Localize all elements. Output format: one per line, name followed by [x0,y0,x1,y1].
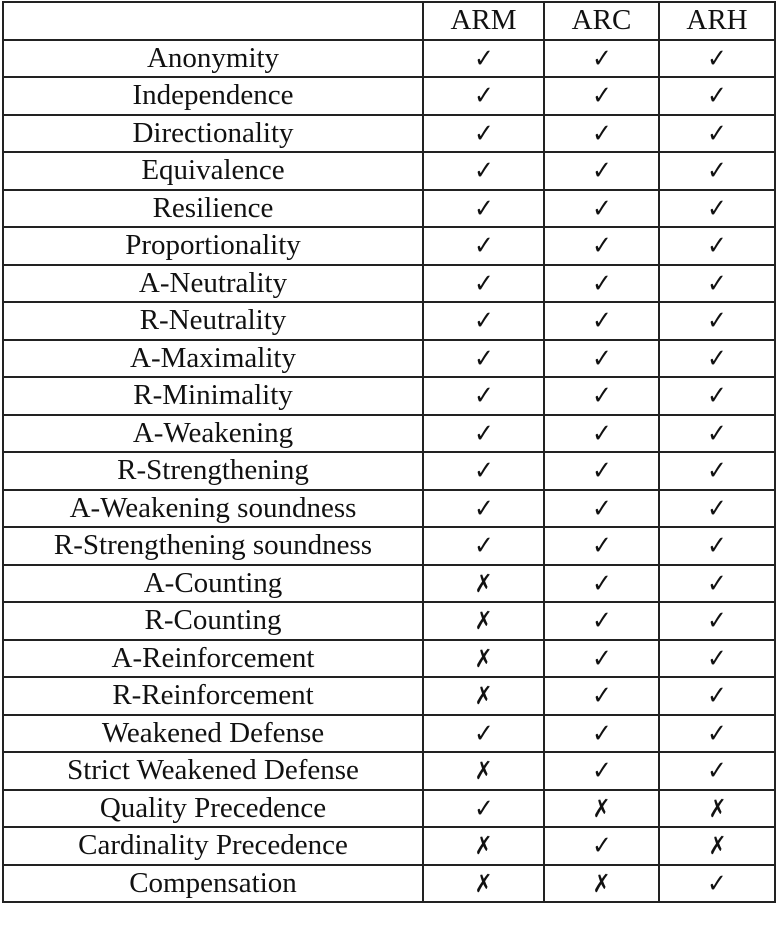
cell-arm [423,490,544,528]
table-row [3,715,775,753]
check-mark-icon: ✓ [707,568,727,599]
check-mark-icon: ✓ [707,43,727,74]
check-mark-icon: ✓ [707,231,727,262]
cross-mark-icon: ✗ [592,868,611,898]
cell-arh [659,302,775,340]
table-row [3,865,775,903]
check-mark-icon: ✓ [707,418,727,449]
check-mark-icon: ✓ [473,231,494,262]
check-mark-icon: ✓ [707,118,727,149]
check-mark-icon: ✓ [707,531,727,562]
cell-arc [544,190,659,228]
check-mark-icon: ✓ [591,606,612,637]
cell-arh [659,752,775,790]
cell-arh [659,602,775,640]
cross-mark-icon: ✗ [474,568,493,598]
check-mark-icon: ✓ [591,681,612,712]
cell-arh [659,152,775,190]
property-name: Independence [3,77,423,115]
table-row [3,452,775,490]
property-name: R-Neutrality [3,302,423,340]
property-name: A-Reinforcement [3,640,423,678]
cell-arc [544,227,659,265]
check-mark-icon: ✓ [707,681,727,712]
check-mark-icon: ✓ [473,456,494,487]
cell-arc [544,152,659,190]
cell-arm [423,40,544,78]
check-mark-icon: ✓ [591,531,612,562]
cell-arm [423,677,544,715]
cross-mark-icon: ✗ [474,868,493,898]
cell-arm [423,527,544,565]
check-mark-icon: ✓ [473,531,494,562]
properties-comparison-table [2,1,776,903]
property-name: Equivalence [3,152,423,190]
cell-arc [544,415,659,453]
cell-arh [659,265,775,303]
check-mark-icon: ✓ [591,381,612,412]
cell-arh [659,865,775,903]
cell-arh [659,565,775,603]
check-mark-icon: ✓ [707,193,727,224]
check-mark-icon: ✓ [707,81,727,112]
table-row [3,190,775,228]
check-mark-icon: ✓ [473,718,494,749]
property-name: Strict Weakened Defense [3,752,423,790]
cross-mark-icon: ✗ [708,793,726,823]
cell-arc [544,265,659,303]
cell-arc [544,452,659,490]
cell-arh [659,790,775,828]
cell-arm [423,752,544,790]
table-header-row [3,2,775,40]
cell-arc [544,490,659,528]
check-mark-icon: ✓ [707,606,727,637]
table-row [3,527,775,565]
check-mark-icon: ✓ [707,381,727,412]
table-row [3,640,775,678]
table-row [3,302,775,340]
cell-arc [544,340,659,378]
table-row [3,602,775,640]
check-mark-icon: ✓ [591,568,612,599]
cell-arm [423,640,544,678]
cell-arm [423,115,544,153]
check-mark-icon: ✓ [473,156,494,187]
property-name: R-Counting [3,602,423,640]
cross-mark-icon: ✗ [708,831,726,861]
cell-arc [544,77,659,115]
cell-arc [544,790,659,828]
check-mark-icon: ✓ [707,268,727,299]
check-mark-icon: ✓ [591,343,612,374]
property-name: Cardinality Precedence [3,827,423,865]
table-row [3,265,775,303]
table-row [3,415,775,453]
cross-mark-icon: ✗ [474,681,493,711]
cell-arh [659,490,775,528]
cell-arc [544,115,659,153]
table-row [3,340,775,378]
table-body [3,40,775,903]
property-name: Resilience [3,190,423,228]
check-mark-icon: ✓ [591,306,612,337]
cell-arc [544,827,659,865]
cell-arm [423,415,544,453]
cell-arc [544,752,659,790]
cell-arm [423,340,544,378]
cell-arh [659,227,775,265]
check-mark-icon: ✓ [707,718,727,749]
cell-arm [423,265,544,303]
property-name: R-Minimality [3,377,423,415]
check-mark-icon: ✓ [473,306,494,337]
property-name: Weakened Defense [3,715,423,753]
check-mark-icon: ✓ [707,493,727,524]
check-mark-icon: ✓ [591,831,612,862]
cell-arc [544,640,659,678]
check-mark-icon: ✓ [591,493,612,524]
property-name: Anonymity [3,40,423,78]
header-arh: ARH [659,2,775,40]
cell-arh [659,415,775,453]
property-name: Quality Precedence [3,790,423,828]
cell-arm [423,452,544,490]
header-arc: ARC [544,2,659,40]
property-name: A-Maximality [3,340,423,378]
check-mark-icon: ✓ [707,306,727,337]
header-arm: ARM [423,2,544,40]
cell-arm [423,190,544,228]
check-mark-icon: ✓ [591,193,612,224]
cell-arh [659,452,775,490]
table-row [3,377,775,415]
check-mark-icon: ✓ [591,718,612,749]
cross-mark-icon: ✗ [474,606,493,636]
check-mark-icon: ✓ [473,193,494,224]
cell-arh [659,77,775,115]
check-mark-icon: ✓ [591,268,612,299]
check-mark-icon: ✓ [473,493,494,524]
check-mark-icon: ✓ [591,643,612,674]
cell-arm [423,77,544,115]
cell-arc [544,377,659,415]
cell-arh [659,40,775,78]
cell-arm [423,302,544,340]
cell-arh [659,677,775,715]
cell-arc [544,602,659,640]
cell-arh [659,190,775,228]
cell-arc [544,865,659,903]
cell-arm [423,565,544,603]
property-name: R-Strengthening [3,452,423,490]
property-name: A-Neutrality [3,265,423,303]
check-mark-icon: ✓ [591,118,612,149]
cell-arh [659,527,775,565]
table-row [3,677,775,715]
property-name: A-Counting [3,565,423,603]
property-name: Proportionality [3,227,423,265]
cell-arh [659,827,775,865]
cell-arm [423,152,544,190]
cell-arc [544,677,659,715]
check-mark-icon: ✓ [473,343,494,374]
cell-arc [544,527,659,565]
check-mark-icon: ✓ [707,456,727,487]
check-mark-icon: ✓ [473,418,494,449]
table-row [3,40,775,78]
table-row [3,827,775,865]
cross-mark-icon: ✗ [474,643,493,673]
check-mark-icon: ✓ [707,343,727,374]
property-name: A-Weakening [3,415,423,453]
cell-arc [544,302,659,340]
cell-arh [659,715,775,753]
header-empty [3,2,423,40]
cell-arh [659,115,775,153]
property-name: R-Strengthening soundness [3,527,423,565]
property-name: Compensation [3,865,423,903]
check-mark-icon: ✓ [473,268,494,299]
check-mark-icon: ✓ [473,381,494,412]
property-name: A-Weakening soundness [3,490,423,528]
table-row [3,152,775,190]
check-mark-icon: ✓ [591,456,612,487]
check-mark-icon: ✓ [473,118,494,149]
cell-arc [544,565,659,603]
property-name: Directionality [3,115,423,153]
cell-arh [659,340,775,378]
check-mark-icon: ✓ [473,81,494,112]
check-mark-icon: ✓ [591,81,612,112]
table-row [3,115,775,153]
table-row [3,565,775,603]
cell-arc [544,715,659,753]
cell-arm [423,865,544,903]
cell-arh [659,377,775,415]
cell-arm [423,827,544,865]
check-mark-icon: ✓ [591,418,612,449]
check-mark-icon: ✓ [473,793,494,824]
check-mark-icon: ✓ [707,756,727,787]
cell-arm [423,715,544,753]
check-mark-icon: ✓ [473,43,494,74]
cell-arh [659,640,775,678]
table-row [3,490,775,528]
property-name: R-Reinforcement [3,677,423,715]
cell-arm [423,790,544,828]
check-mark-icon: ✓ [591,756,612,787]
cell-arm [423,377,544,415]
cross-mark-icon: ✗ [474,831,493,861]
cell-arm [423,602,544,640]
check-mark-icon: ✓ [707,643,727,674]
check-mark-icon: ✓ [591,156,612,187]
cell-arc [544,40,659,78]
cell-arm [423,227,544,265]
check-mark-icon: ✓ [707,156,727,187]
table-row [3,227,775,265]
check-mark-icon: ✓ [591,43,612,74]
cross-mark-icon: ✗ [474,756,493,786]
table-row [3,752,775,790]
table-row [3,790,775,828]
table-row [3,77,775,115]
check-mark-icon: ✓ [707,868,727,899]
cross-mark-icon: ✗ [592,793,611,823]
check-mark-icon: ✓ [591,231,612,262]
